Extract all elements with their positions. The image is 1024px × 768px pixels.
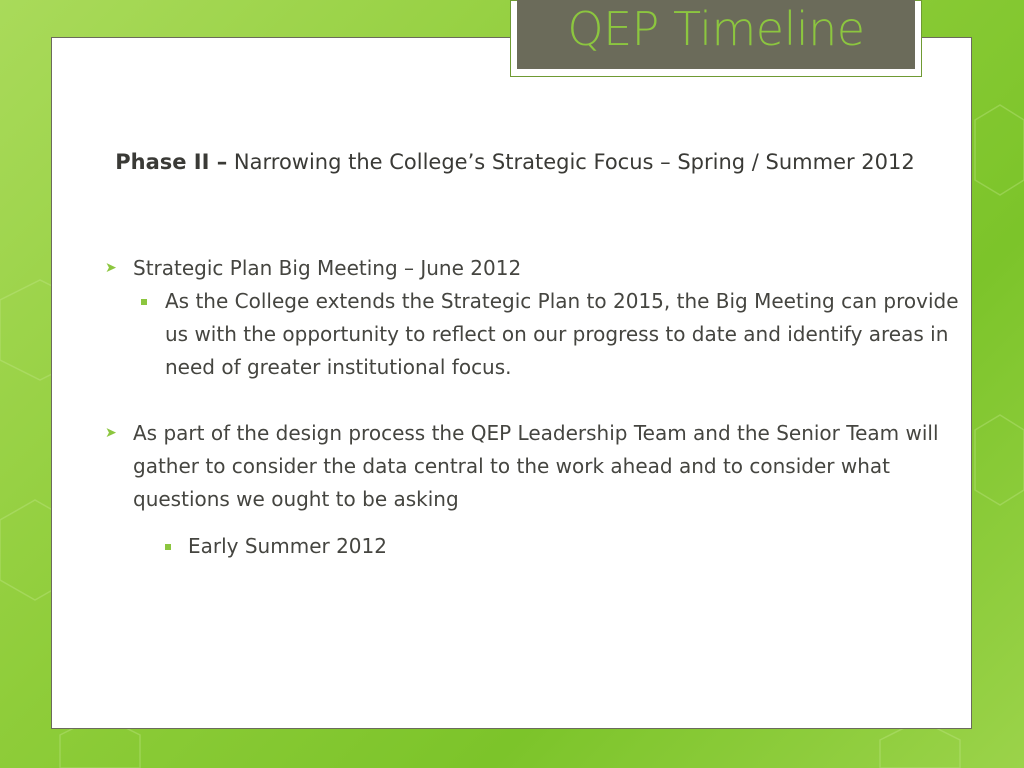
bullet-text: As part of the design process the QEP Leadership Team and the Senior Team will gather to consider the data central to the work ahead and to consider what questions we ought to be asking [133,421,939,511]
slide-title: QEP Timeline [567,2,865,56]
square-bullet-icon [165,544,171,550]
title-box [517,0,915,69]
bullet-text: Strategic Plan Big Meeting – June 2012 [133,256,522,280]
bullet-item [105,252,965,285]
bullet-list [105,252,965,563]
sub-bullet-item [105,530,965,563]
square-bullet-icon [141,299,147,305]
phase-description: Narrowing the College’s Strategic Focus – Spring / Summer 2012 [227,150,915,174]
arrow-bullet-icon: ➤ [105,425,117,441]
phase-label: Phase II – [115,150,228,174]
bullet-item [105,417,965,516]
sub-bullet-text: As the College extends the Strategic Plan to 2015, the Big Meeting can provide us with the opportunity to reflect on our progress to date and identify areas in need of greater institutional focus. [165,289,959,379]
phase-heading [100,144,930,180]
sub-bullet-item [105,285,965,384]
arrow-bullet-icon: ➤ [105,260,117,276]
sub-bullet-text: Early Summer 2012 [188,534,387,558]
